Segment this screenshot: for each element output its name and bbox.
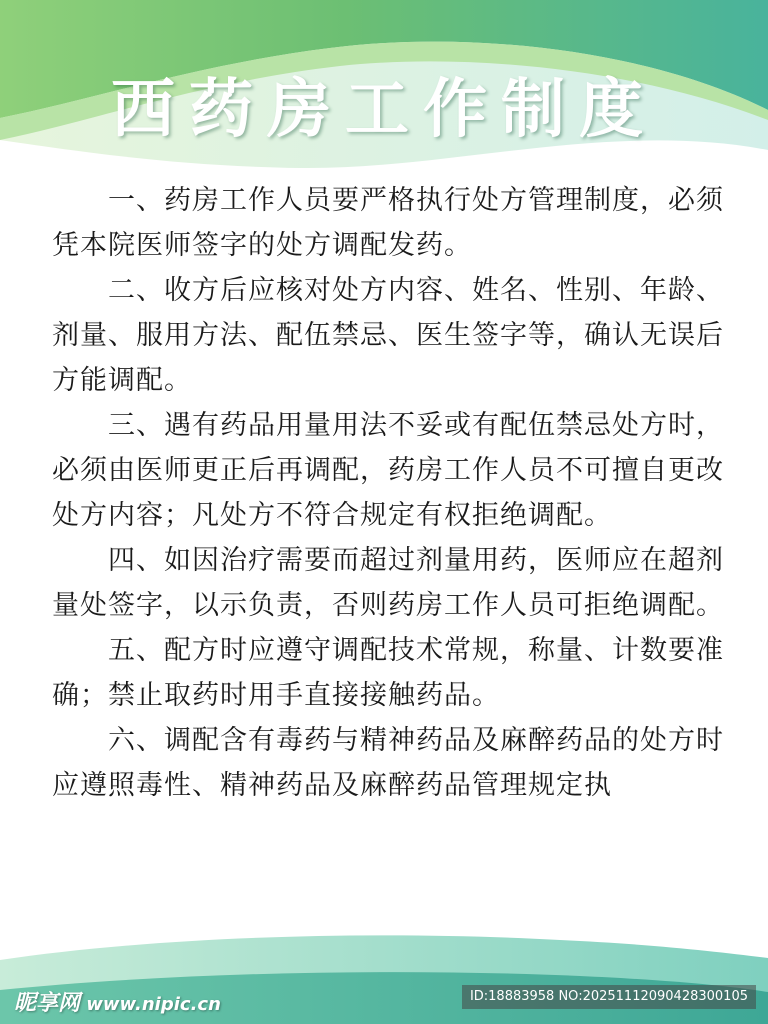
regulations-body <box>52 178 724 808</box>
watermark-url: www.nipic.cn <box>86 994 221 1015</box>
regulation-item-3: 三、遇有药品用量用法不妥或有配伍禁忌处方时，必须由医师更正后再调配，药房工作人员不可擅自更改处方内容；凡处方不符合规定有权拒绝调配。 <box>52 410 724 531</box>
regulation-item-2: 二、收方后应核对处方内容、姓名、性别、年龄、剂量、服用方法、配伍禁忌、医生签字等，确认无误后方能调配。 <box>52 275 724 396</box>
watermark-id: ID:18883958 NO:20251112090428300105 <box>462 985 756 1009</box>
regulation-item-5: 五、配方时应遵守调配技术常规，称量、计数要准确；禁止取药时用手直接接触药品。 <box>52 635 724 711</box>
watermark-site <box>14 986 221 1017</box>
page-title: 西药房工作制度 <box>111 72 657 147</box>
regulation-item-6: 六、调配含有毒药与精神药品及麻醉药品的处方时应遵照毒性、精神药品及麻醉药品管理规定执 <box>52 725 724 801</box>
regulation-item-1: 一、药房工作人员要严格执行处方管理制度，必须凭本院医师签字的处方调配发药。 <box>52 185 724 261</box>
regulation-item-4: 四、如因治疗需要而超过剂量用药，医师应在超剂量处签字，以示负责，否则药房工作人员可拒绝调配。 <box>52 545 724 621</box>
watermark-brand: 昵享网 <box>14 991 81 1016</box>
